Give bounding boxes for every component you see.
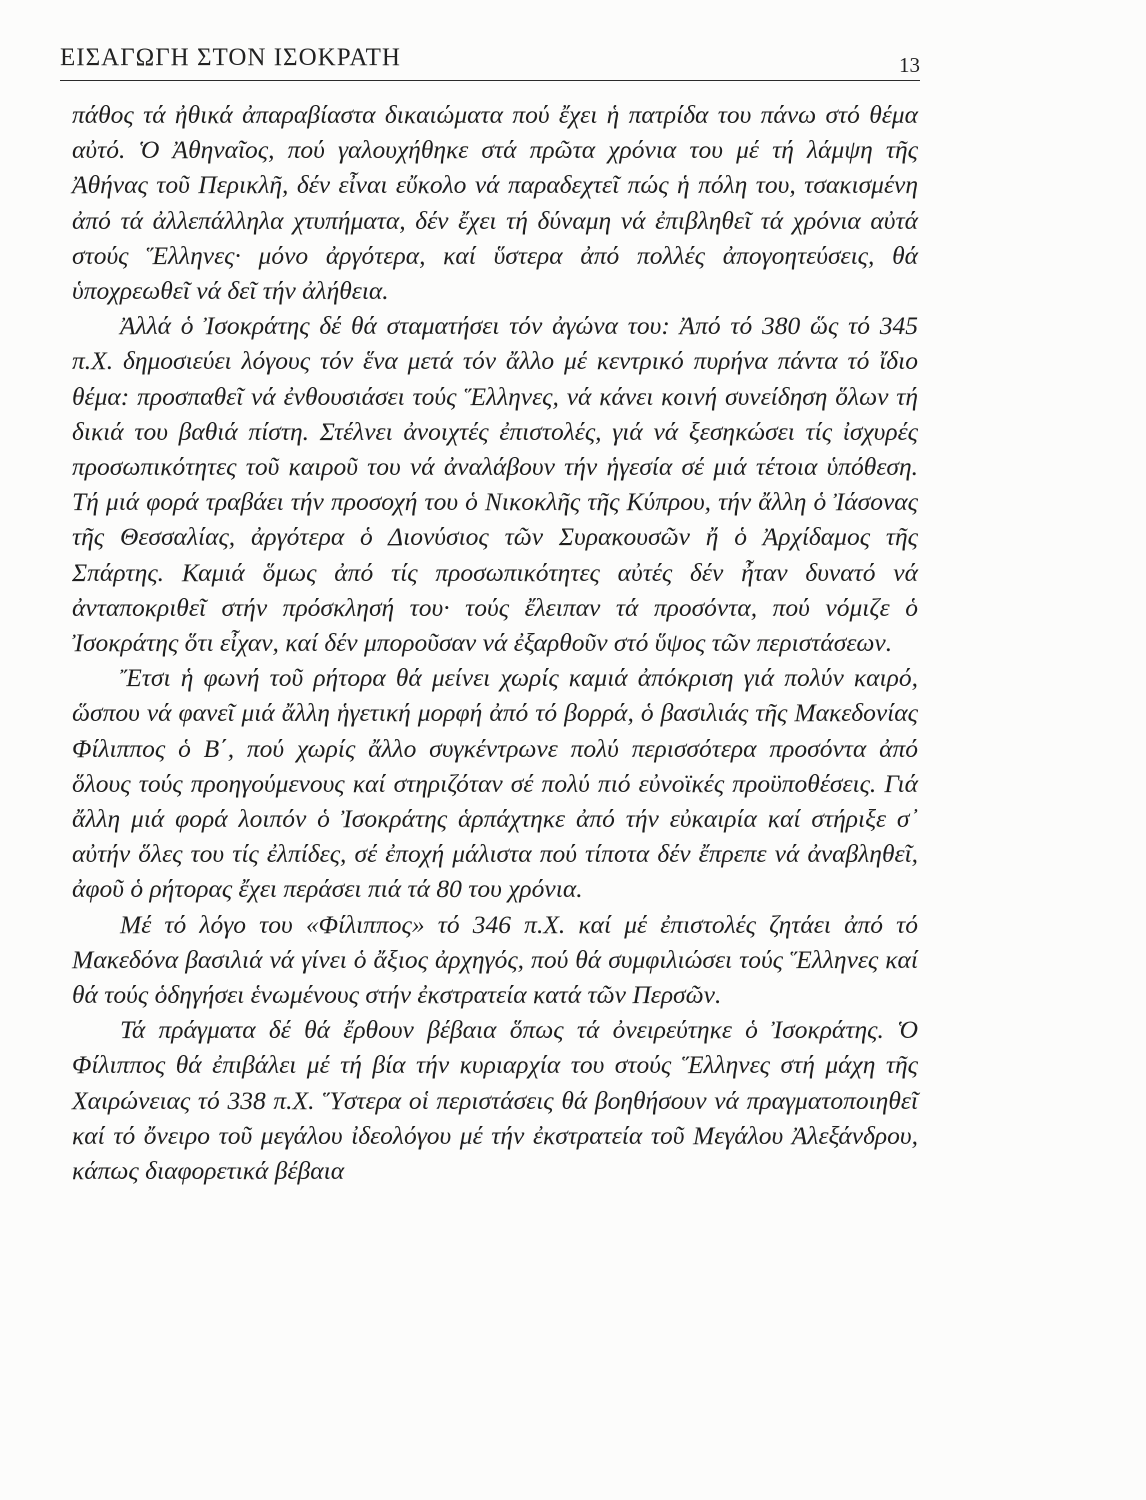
paragraph-1: πάθος τά ἠθικά ἀπαραβίαστα δικαιώματα πού ἔχει ἡ πατρίδα του πάνω στό θέμα αὐτό. Ὁ Ἀθηναῖος, πού γαλουχήθηκε στά πρῶτα χρόνια του μέ τή λάμψη τῆς Ἀθήνας τοῦ Περικλῆ, δέν εἶναι εὔκολο νά παραδεχτεῖ πώς ἡ πόλη του, τσακισμένη ἀπό τά ἀλλεπάλληλα χτυπήματα, δέν ἔχει τή δύναμη νά ἐπιβληθεῖ τά χρόνια αὐτά στούς Ἕλληνες· μόνο ἀργότερα, καί ὕστερα ἀπό πολλές ἀπογοητεύσεις, θά ὑποχρεωθεῖ νά δεῖ τήν ἀλήθεια. bbox=[72, 100, 918, 306]
running-header bbox=[60, 40, 920, 81]
body-text bbox=[72, 97, 918, 1188]
paragraph-3: Ἔτσι ἡ φωνή τοῦ ρήτορα θά μείνει χωρίς καμιά ἀπόκριση γιά πολύν καιρό, ὥσπου νά φανεῖ μιά ἄλλη ἡγετική μορφή ἀπό τό βορρά, ὁ βασιλιάς τῆς Μακεδονίας Φίλιππος ὁ Β΄, πού χωρίς ἄλλο συγκέντρωνε πολύ περισσότερα προσόντα ἀπό ὅλους τούς προηγούμενους καί στηριζόταν σέ πολύ πιό εὐνοϊκές προϋποθέσεις. Γιά ἄλλη μιά φορά λοιπόν ὁ Ἰσοκράτης ἁρπάχτηκε ἀπό τήν εὐκαιρία καί στήριξε σ᾽ αὐτήν ὅλες του τίς ἐλπίδες, σέ ἐποχή μάλιστα πού τίποτα δέν ἔπρεπε νά ἀναβληθεῖ, ἀφοῦ ὁ ρήτορας ἔχει περάσει πιά τά 80 του χρόνια. bbox=[72, 663, 918, 904]
paragraph-5: Τά πράγματα δέ θά ἔρθουν βέβαια ὅπως τά ὀνειρεύτηκε ὁ Ἰσοκράτης. Ὁ Φίλιππος θά ἐπιβάλει μέ τή βία τήν κυριαρχία του στούς Ἕλληνες στή μάχη τῆς Χαιρώνειας τό 338 π.Χ. Ὕστερα οἱ περιστάσεις θά βοηθήσουν νά πραγματοποιηθεῖ καί τό ὄνειρο τοῦ μεγάλου ἰδεολόγου μέ τήν ἐκστρατεία τοῦ Μεγάλου Ἀλεξάνδρου, κάπως διαφορετικά βέβαια bbox=[72, 1015, 918, 1186]
paragraph-4: Μέ τό λόγο του «Φίλιππος» τό 346 π.Χ. καί μέ ἐπιστολές ζητάει ἀπό τό Μακεδόνα βασιλιά νά γίνει ὁ ἄξιος ἀρχηγός, πού θά συμφιλιώσει τούς Ἕλληνες καί θά τούς ὁδηγήσει ἑνωμένους στήν ἐκστρατεία κατά τῶν Περσῶν. bbox=[72, 909, 918, 1010]
running-title: ΕΙΣΑΓΩΓΗ ΣΤΟΝ ΙΣΟΚΡΑΤΗ bbox=[60, 44, 401, 71]
paragraph-2: Ἀλλά ὁ Ἰσοκράτης δέ θά σταματήσει τόν ἀγώνα του: Ἀπό τό 380 ὥς τό 345 π.Χ. δημοσιεύει λόγους τόν ἕνα μετά τόν ἄλλο μέ κεντρικό πυρήνα πάντα τό ἴδιο θέμα: προσπαθεῖ νά ἐνθουσιάσει τούς Ἕλληνες, νά κάνει κοινή συνείδηση ὅλων τή δικιά του βαθιά πίστη. Στέλνει ἀνοιχτές ἐπιστολές, γιά νά ξεσηκώσει τίς ἰσχυρές προσωπικότητες τοῦ καιροῦ του νά ἀναλάβουν τήν ἡγεσία σέ μιά τέτοια ὑπόθεση. Τή μιά φορά τραβάει τήν προσοχή του ὁ Νικοκλῆς τῆς Κύπρου, τήν ἄλλη ὁ Ἰάσονας τῆς Θεσσαλίας, ἀργότερα ὁ Διονύσιος τῶν Συρακουσῶν ἤ ὁ Ἀρχίδαμος τῆς Σπάρτης. Καμιά ὅμως ἀπό τίς προσωπικότητες αὐτές δέν ἦταν δυνατό νά ἀνταποκριθεῖ στήν πρόσκλησή του· τούς ἔλειπαν τά προσόντα, πού νόμιζε ὁ Ἰσοκράτης ὅτι εἶχαν, καί δέν μποροῦσαν νά ἐξαρθοῦν στό ὕψος τῶν περιστάσεων. bbox=[72, 311, 918, 658]
page-number: 13 bbox=[899, 53, 920, 77]
